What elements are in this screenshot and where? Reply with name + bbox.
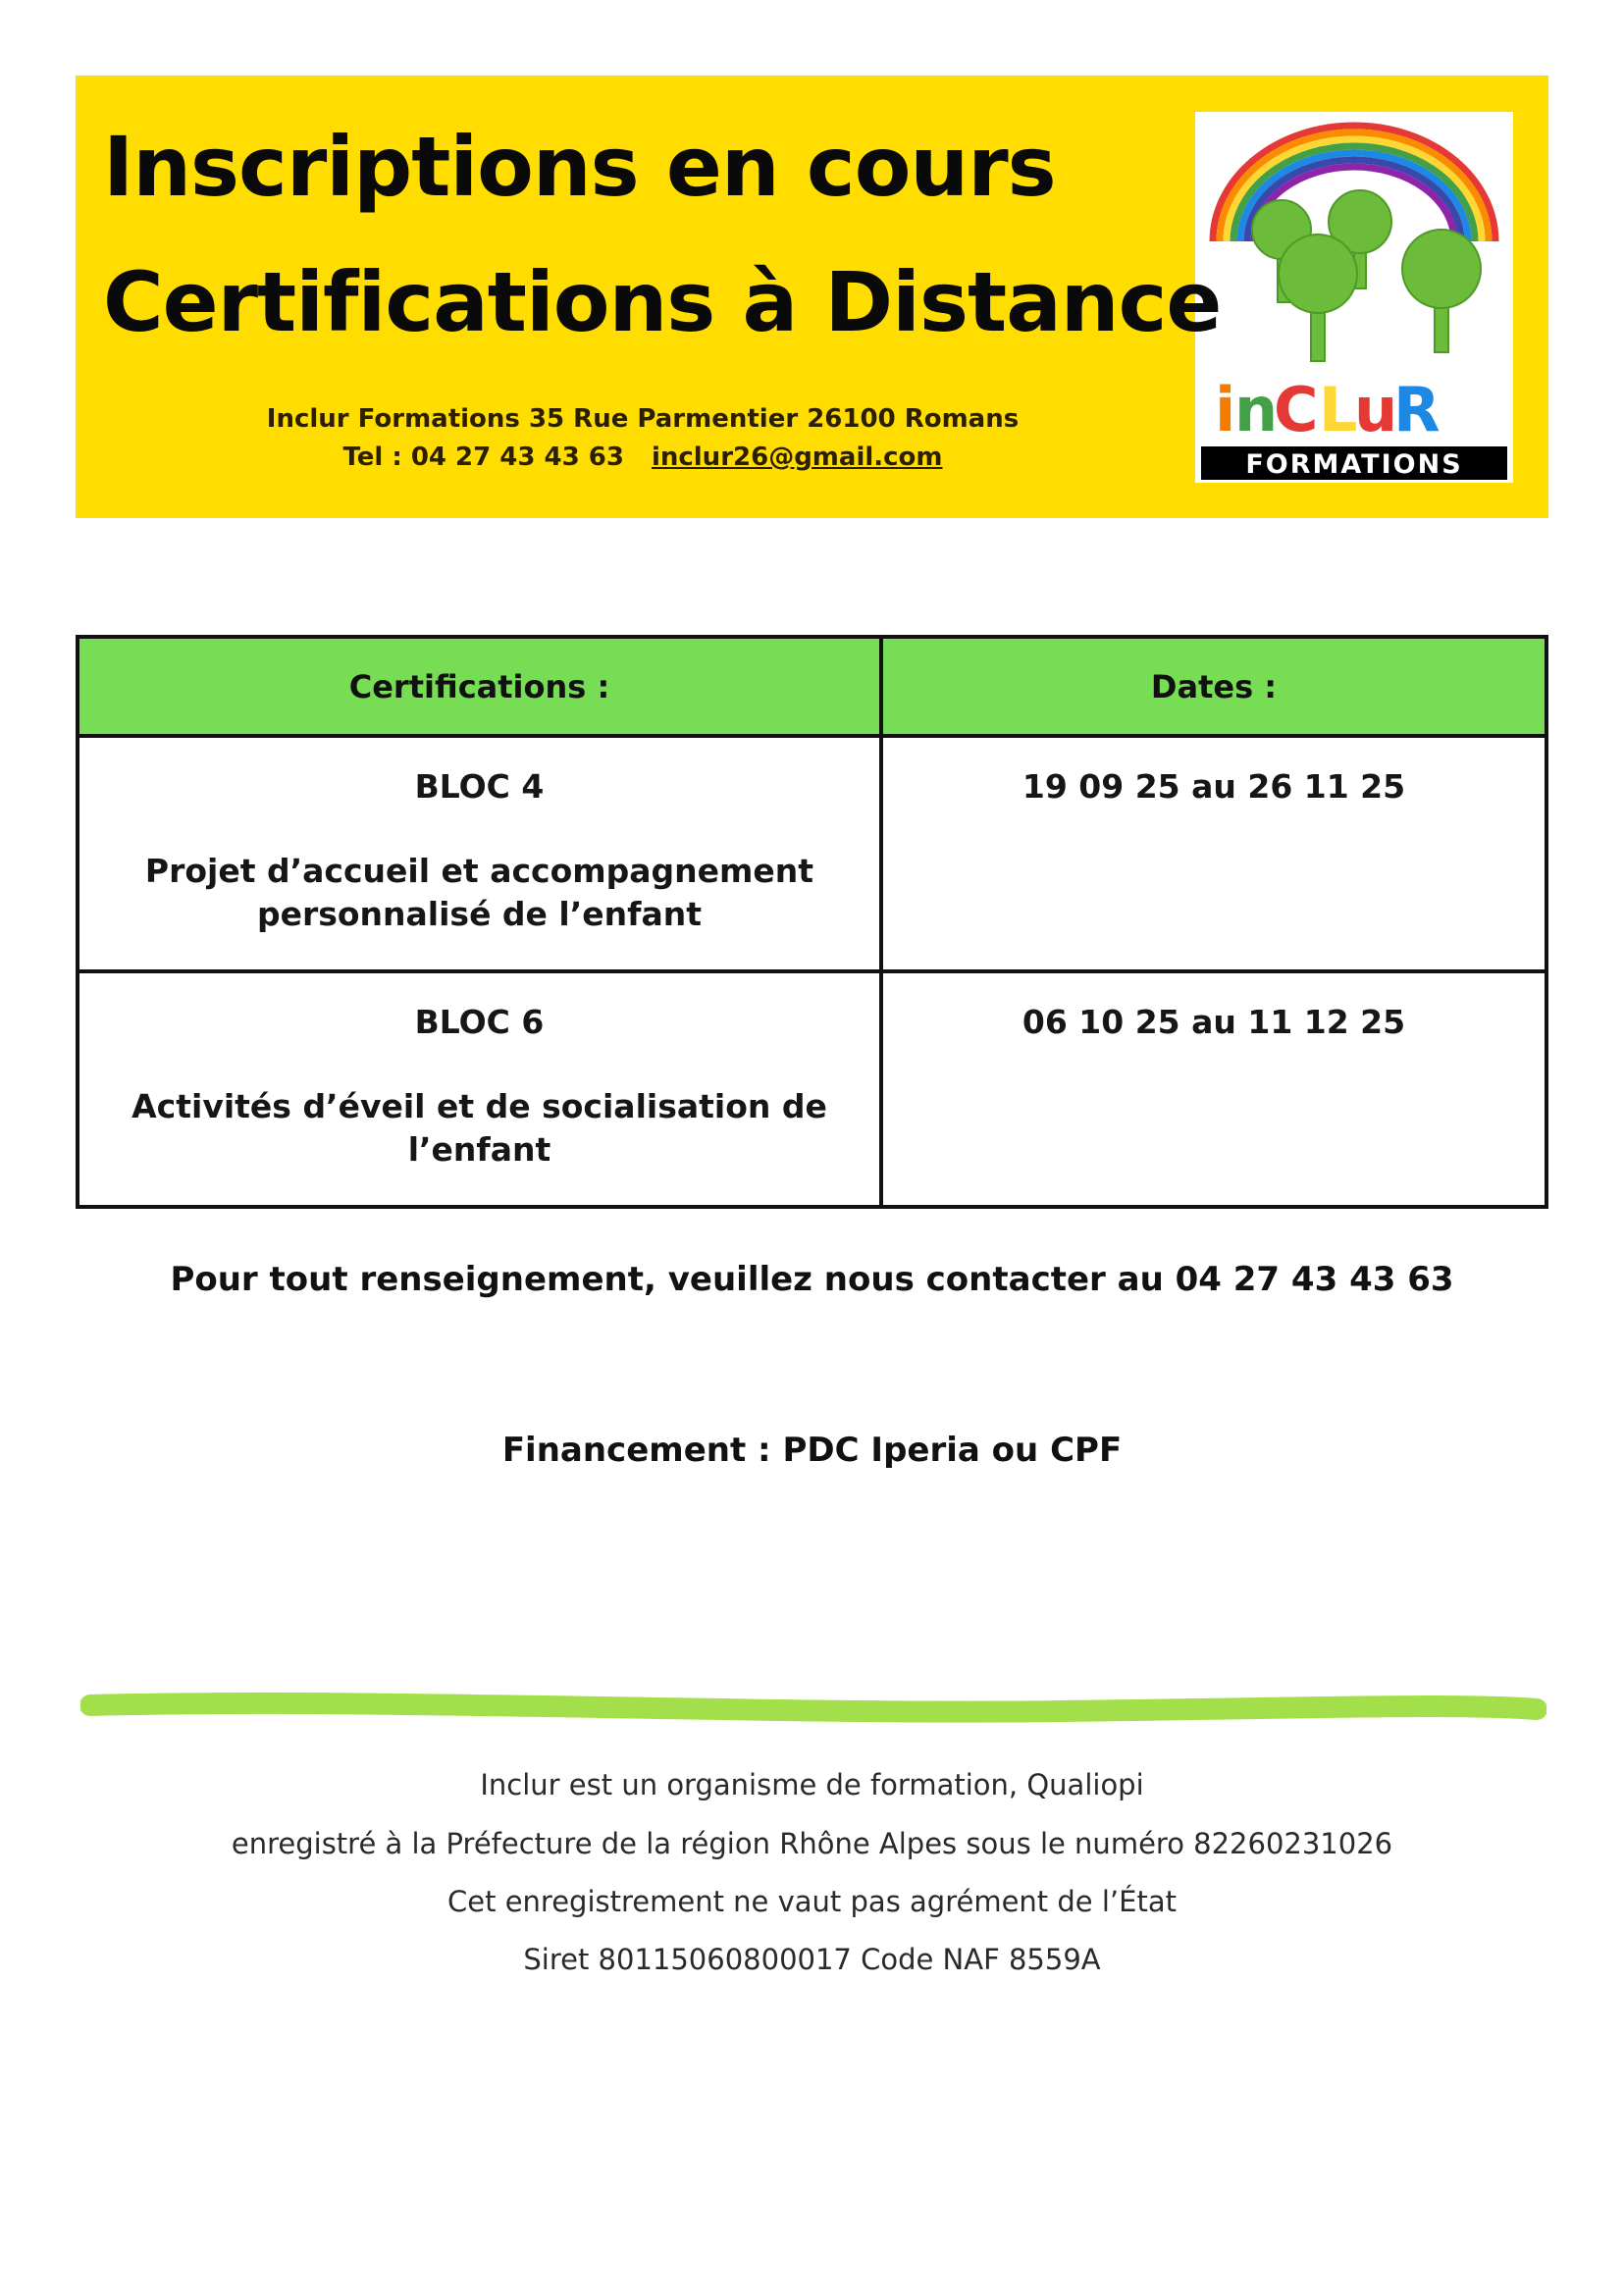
certification-cell xyxy=(78,736,881,971)
bloc-description: Activités d’éveil et de socialisation de l’enfant xyxy=(131,1086,827,1170)
brand-letters xyxy=(1215,374,1441,445)
date-range: 06 10 25 au 11 12 25 xyxy=(1022,1003,1406,1041)
contact-line xyxy=(103,443,1182,472)
dates-cell xyxy=(881,971,1546,1207)
dates-cell xyxy=(881,736,1546,971)
address-line: Inclur Formations 35 Rue Parmentier 26100 Romans xyxy=(266,404,1020,434)
footer-organisme: Inclur est un organisme de formation, Qualiopi xyxy=(480,1768,1144,1801)
financement-info: Financement : PDC Iperia ou CPF xyxy=(501,1431,1123,1470)
certification-cell xyxy=(78,971,881,1207)
svg-text:u: u xyxy=(1354,374,1398,445)
email-link[interactable]: inclur26@gmail.com xyxy=(651,443,943,472)
bloc-code: BLOC 6 xyxy=(414,1003,545,1041)
page-title-line-2: Certifications à Distance xyxy=(103,254,1222,350)
svg-text:n: n xyxy=(1234,374,1279,445)
header-certifications: Certifications : xyxy=(78,637,881,736)
contact-info: Pour tout renseignement, veuillez nous contacter au 04 27 43 43 63 xyxy=(170,1260,1454,1299)
inclur-logo xyxy=(1195,112,1513,483)
table-header-row xyxy=(78,637,1546,736)
table-row xyxy=(78,736,1546,971)
divider-stroke xyxy=(90,1703,1537,1712)
phone-text: Tel : 04 27 43 43 63 xyxy=(342,443,624,472)
svg-text:i: i xyxy=(1215,374,1236,445)
svg-text:FORMATIONS: FORMATIONS xyxy=(1245,449,1463,480)
date-range: 19 09 25 au 26 11 25 xyxy=(1022,767,1406,806)
certifications-table xyxy=(76,635,1548,1209)
page-title-line-1: Inscriptions en cours xyxy=(103,119,1056,215)
header-dates: Dates : xyxy=(881,637,1546,736)
footer-registration: enregistré à la Préfecture de la région Rhône Alpes sous le numéro 82260231026 xyxy=(231,1827,1393,1860)
svg-text:C: C xyxy=(1274,374,1319,445)
table-row xyxy=(78,971,1546,1207)
svg-text:L: L xyxy=(1319,374,1358,445)
footer-disclaimer: Cet enregistrement ne vaut pas agrément de l’État xyxy=(447,1885,1177,1918)
bloc-description: Projet d’accueil et accompagnement personnalisé de l’enfant xyxy=(144,851,814,934)
footer-siret: Siret 80115060800017 Code NAF 8559A xyxy=(523,1943,1101,1976)
bloc-code: BLOC 4 xyxy=(414,767,545,806)
green-divider xyxy=(80,1686,1546,1727)
svg-text:R: R xyxy=(1393,374,1441,445)
